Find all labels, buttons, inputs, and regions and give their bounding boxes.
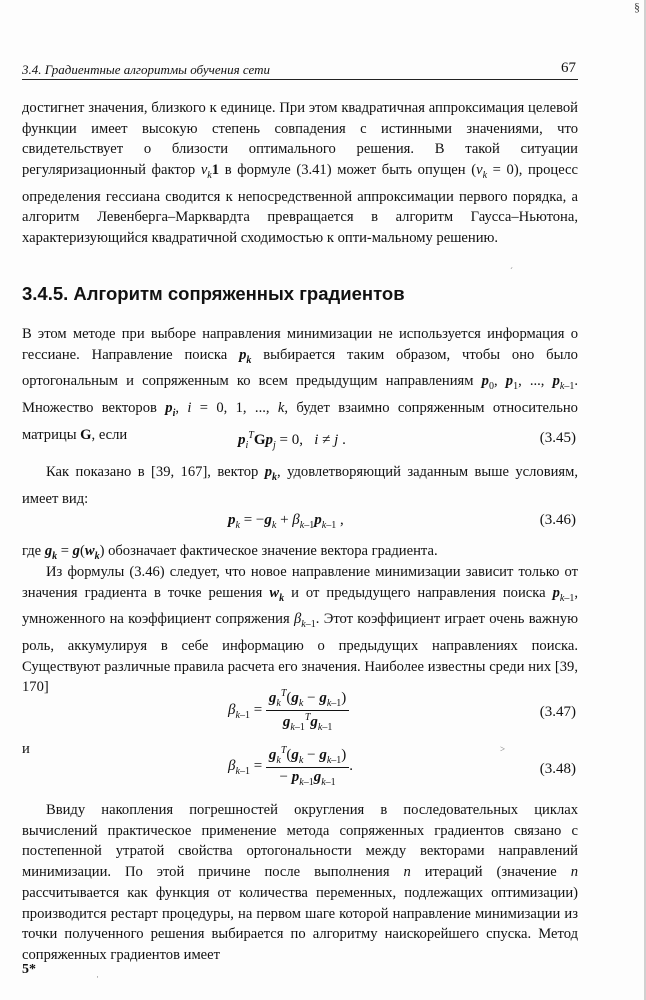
- header-rule: [22, 79, 578, 80]
- paragraph-1: достигнет значения, близкого к единице. При этом квадратичная аппроксимация целевой функции имеет высокую степень совпадения с истинными значениями, что свидетельствует о близости оптимального решения. В такой ситуации регуляризационный фактор $v_k1$ в формуле (3.41) может быть опущен $(v_k = 0)$, процесс определения гессиана сводится к непосредственной аппроксимации первого порядка, а алгоритм Левенберга–Марквардта превращается в алгоритм Гаусса–Ньютона, характеризующийся квадратичной сходимостью к опти-мальному решению.: [22, 100, 579, 247]
- paragraph-5: Из формулы (3.46) следует, что новое направление минимизации зависит только от значения градиента в точке решения $w_k$ и от предыдущего направления поиска $p_{k-1}$, умноженного на коэффициент сопряжения $\beta_{k-1}$. Этот коэффициент играет очень важную роль, аккумулируя в себе информацию о предыдущих направлениях поиска. Существуют различные правила расчета его значения. Наиболее известны среди них [39, 170]: [22, 564, 579, 696]
- paragraph-2: В этом методе при выборе направления минимизации не используется информация о гессиане. Направление поиска $p_k$ выбирается таким образом, чтобы оно было ортогональным и сопряженным ко всем предыдущим направлениям $p_0$, $p_1$, ..., $p_{k-1}$. Множество векторов $p_i$, i = 0, 1, ..., k, будет взаимно сопряженным относительно матрицы G, если: [22, 326, 579, 443]
- equation-number: (3.45): [539, 430, 576, 446]
- equation-3-47: $\beta_{k-1}$ = $\frac{g_k^T(g_k - g_{k-1})}{g_{k-1}^Tg_{k-1}}$ (3.47): [228, 688, 576, 733]
- equation-3-46: $p_k = -g_k + \beta_{k-1}p_{k-1}$ , (3.46): [228, 512, 576, 531]
- running-header: [22, 60, 578, 80]
- scan-speck: ·: [96, 972, 99, 982]
- equation-number: (3.47): [539, 704, 576, 720]
- signature-mark: 5*: [22, 962, 36, 977]
- equation-number: (3.46): [539, 512, 576, 528]
- scan-speck: ´: [510, 266, 513, 276]
- corner-mark: §: [634, 0, 640, 14]
- equation-number: (3.48): [539, 761, 576, 777]
- equation-3-48: $\beta_{k-1}$ = $\frac{g_k^T(g_k - g_{k-1})}{- p_{k-1}g_{k-1}}$ . (3.48): [228, 745, 576, 788]
- section-title: 3.4.5. Алгоритм сопряженных градиентов: [22, 283, 405, 304]
- paragraph-6: Ввиду накопления погрешностей округления в последовательных циклах вычислений практическое применение метода сопряженных градиентов связано с постепенной утратой свойства ортогональности между векторами направлений минимизации. По этой причине после выполнения n итераций (значение n рассчитывается как функция от количества переменных, подлежащих оптимизации) производится рестарт процедуры, на первом шаге которой направление минимизации из точки полученного решения выбирается по алгоритму наискорейшего спуска. Метод сопряженных градиентов имеет: [22, 802, 578, 963]
- paragraph-3: Как показано в [39, 167], вектор $p_k$, удовлетворяющий заданным выше условиям, имеет вид:: [22, 464, 579, 507]
- equation-3-45: $p_i^TGp_j = 0$, i ≠ j . (3.45): [238, 430, 576, 451]
- running-title: 3.4. Градиентные алгоритмы обучения сети: [22, 62, 270, 77]
- paragraph-4: где $g_k = g(w_k)$ обозначает фактическое значение вектора градиента.: [22, 543, 438, 562]
- and-word: и: [22, 741, 30, 757]
- scan-speck: ˃: [500, 744, 506, 754]
- page-number: 67: [561, 60, 576, 76]
